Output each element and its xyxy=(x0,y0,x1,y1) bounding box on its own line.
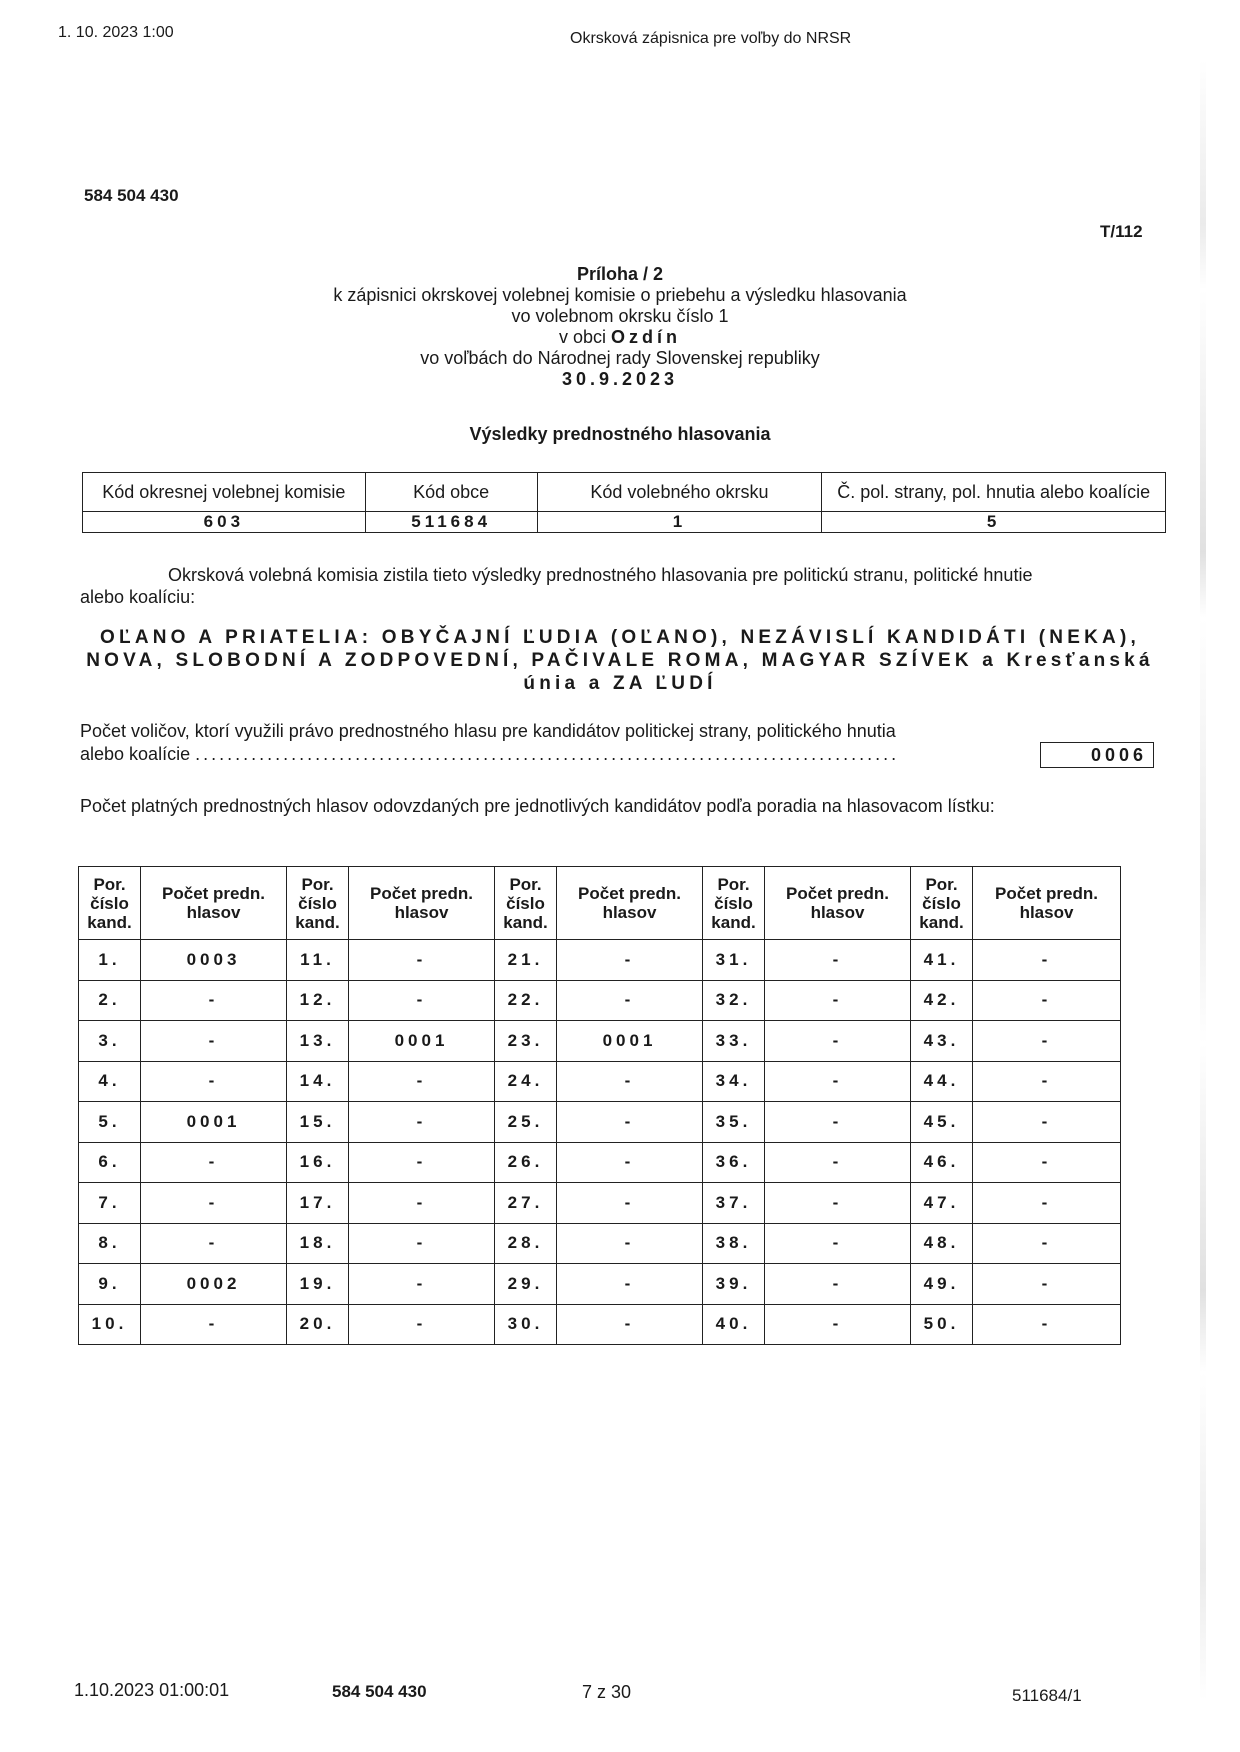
header-text: Por. xyxy=(717,874,750,894)
candidate-number: 15. xyxy=(287,1102,349,1143)
candidate-number: 12. xyxy=(287,980,349,1021)
header-preferential-votes xyxy=(349,867,495,940)
preferential-votes: - xyxy=(765,1223,911,1264)
candidate-number: 8. xyxy=(79,1223,141,1264)
preferential-votes: - xyxy=(349,1223,495,1264)
header-text: číslo xyxy=(90,893,129,913)
preferential-votes: - xyxy=(973,940,1121,981)
table-row xyxy=(79,1183,1121,1224)
candidate-number: 24. xyxy=(495,1061,557,1102)
preferential-votes: - xyxy=(973,1021,1121,1062)
preferential-votes: - xyxy=(973,1183,1121,1224)
candidate-number: 50. xyxy=(911,1304,973,1345)
table-row xyxy=(79,1142,1121,1183)
candidate-number: 6. xyxy=(79,1142,141,1183)
candidate-number: 9. xyxy=(79,1264,141,1305)
dot-leader: ........................................................................................ xyxy=(195,744,900,764)
header-text: Por. xyxy=(93,874,126,894)
candidate-number: 35. xyxy=(703,1102,765,1143)
table-row xyxy=(79,1102,1121,1143)
header-text: Por. xyxy=(925,874,958,894)
candidate-number: 13. xyxy=(287,1021,349,1062)
print-datetime: 1. 10. 2023 1:00 xyxy=(58,24,174,41)
preferential-votes: - xyxy=(557,1061,703,1102)
candidate-number: 37. xyxy=(703,1183,765,1224)
preferential-votes: - xyxy=(141,1223,287,1264)
candidate-number: 7. xyxy=(79,1183,141,1224)
table-row xyxy=(79,980,1121,1021)
results-table xyxy=(78,866,1121,1345)
preferential-votes: - xyxy=(349,1102,495,1143)
preferential-votes: - xyxy=(141,1304,287,1345)
header-text: Počet predn. xyxy=(370,884,473,903)
candidate-number: 41. xyxy=(911,940,973,981)
codes-header-precinct: Kód volebného okrsku xyxy=(537,473,822,512)
footer-page-number: 7 z 30 xyxy=(582,1682,632,1702)
header-candidate-number xyxy=(911,867,973,940)
candidate-number: 30. xyxy=(495,1304,557,1345)
candidate-number: 33. xyxy=(703,1021,765,1062)
title-line: vo volebnom okrsku číslo 1 xyxy=(511,306,729,326)
candidate-number: 34. xyxy=(703,1061,765,1102)
candidate-number: 2. xyxy=(79,980,141,1021)
header-text: Por. xyxy=(301,874,334,894)
preferential-votes: 0001 xyxy=(557,1021,703,1062)
preferential-votes: 0001 xyxy=(141,1102,287,1143)
preferential-votes: - xyxy=(765,1102,911,1143)
header-text: kand. xyxy=(711,912,756,932)
candidate-number: 29. xyxy=(495,1264,557,1305)
document-header-title: Okrsková zápisnica pre voľby do NRSR xyxy=(570,30,852,47)
title-line: vo voľbách do Národnej rady Slovenskej republiky xyxy=(420,348,820,368)
preferential-votes: - xyxy=(141,1142,287,1183)
preferential-votes: - xyxy=(349,1142,495,1183)
candidate-number: 38. xyxy=(703,1223,765,1264)
preferential-votes: - xyxy=(557,940,703,981)
candidate-number: 11. xyxy=(287,940,349,981)
codes-value-party-number: 5 xyxy=(822,512,1166,533)
section-title: Výsledky prednostného hlasovania xyxy=(469,424,771,444)
candidate-number: 43. xyxy=(911,1021,973,1062)
results-body xyxy=(79,940,1121,1345)
preferential-votes: 0003 xyxy=(141,940,287,981)
candidate-number: 47. xyxy=(911,1183,973,1224)
table-row xyxy=(79,1061,1121,1102)
candidate-number: 27. xyxy=(495,1183,557,1224)
preferential-votes: - xyxy=(557,1142,703,1183)
candidate-number: 49. xyxy=(911,1264,973,1305)
candidate-number: 17. xyxy=(287,1183,349,1224)
candidate-number: 21. xyxy=(495,940,557,981)
candidate-number: 39. xyxy=(703,1264,765,1305)
header-text: hlasov xyxy=(1019,903,1074,922)
header-text: hlasov xyxy=(186,903,241,922)
preferential-votes: - xyxy=(557,1223,703,1264)
preferential-votes: - xyxy=(765,1264,911,1305)
preferential-votes: - xyxy=(557,980,703,1021)
voters-line: alebo koalície ........................................................................................ xyxy=(80,744,900,764)
header-text: Počet predn. xyxy=(162,884,265,903)
title-municipality xyxy=(300,327,940,348)
header-text: hlasov xyxy=(394,903,449,922)
scan-edge-artifact xyxy=(1200,60,1206,1700)
form-code: T/112 xyxy=(1100,222,1143,241)
header-preferential-votes xyxy=(973,867,1121,940)
candidate-number: 32. xyxy=(703,980,765,1021)
candidate-number: 18. xyxy=(287,1223,349,1264)
preferential-votes: - xyxy=(973,1102,1121,1143)
codes-value-district: 603 xyxy=(83,512,366,533)
voters-count-box: 0006 xyxy=(1040,742,1154,768)
preferential-votes: - xyxy=(765,1304,911,1345)
document-number: 584 504 430 xyxy=(84,186,179,205)
candidate-number: 45. xyxy=(911,1102,973,1143)
candidate-number: 5. xyxy=(79,1102,141,1143)
candidate-number: 42. xyxy=(911,980,973,1021)
footer-document-number: 584 504 430 xyxy=(332,1682,427,1701)
title-block xyxy=(300,264,940,390)
voters-question xyxy=(80,720,1000,766)
preferential-votes: - xyxy=(973,1223,1121,1264)
preferential-votes: - xyxy=(973,1304,1121,1345)
preferential-votes: - xyxy=(141,1183,287,1224)
candidate-number: 48. xyxy=(911,1223,973,1264)
preferential-votes: - xyxy=(349,940,495,981)
preferential-votes: - xyxy=(141,1061,287,1102)
preferential-votes: - xyxy=(765,940,911,981)
header-text: kand. xyxy=(87,912,132,932)
table-row xyxy=(79,1021,1121,1062)
preferential-votes: - xyxy=(349,1183,495,1224)
header-candidate-number xyxy=(495,867,557,940)
header-candidate-number xyxy=(287,867,349,940)
title-annex: Príloha / 2 xyxy=(576,264,664,284)
header-preferential-votes xyxy=(765,867,911,940)
candidate-number: 1. xyxy=(79,940,141,981)
candidate-number: 40. xyxy=(703,1304,765,1345)
election-date: 30.9.2023 xyxy=(561,369,679,389)
table-row xyxy=(79,1264,1121,1305)
candidate-number: 44. xyxy=(911,1061,973,1102)
header-text: Počet predn. xyxy=(578,884,681,903)
preferential-votes: - xyxy=(765,1061,911,1102)
results-intro: Počet platných prednostných hlasov odovzdaných pre jednotlivých kandidátov podľa poradia na hlasovacom lístku: xyxy=(80,796,995,816)
header-text: Por. xyxy=(509,874,542,894)
candidate-number: 23. xyxy=(495,1021,557,1062)
preferential-votes: - xyxy=(349,1061,495,1102)
codes-header-district: Kód okresnej volebnej komisie xyxy=(83,473,366,512)
party-name xyxy=(40,626,1200,695)
footer-code: 511684/1 xyxy=(1012,1686,1082,1705)
candidate-number: 31. xyxy=(703,940,765,981)
preferential-votes: - xyxy=(973,1061,1121,1102)
candidate-number: 14. xyxy=(287,1061,349,1102)
table-row xyxy=(79,940,1121,981)
preferential-votes: - xyxy=(557,1183,703,1224)
party-line: NOVA, SLOBODNÍ A ZODPOVEDNÍ, PAČIVALE ROMA, MAGYAR SZÍVEK a Kresťanská xyxy=(86,650,1154,671)
preferential-votes: - xyxy=(141,980,287,1021)
header-preferential-votes xyxy=(141,867,287,940)
codes-header-municipality: Kód obce xyxy=(365,473,537,512)
preferential-votes: - xyxy=(349,980,495,1021)
header-text: číslo xyxy=(922,893,961,913)
candidate-number: 22. xyxy=(495,980,557,1021)
municipality-prefix: v obci xyxy=(558,327,612,347)
header-preferential-votes xyxy=(557,867,703,940)
preferential-votes: - xyxy=(557,1102,703,1143)
preferential-votes: - xyxy=(765,1142,911,1183)
header-text: Počet predn. xyxy=(786,884,889,903)
table-row xyxy=(79,1304,1121,1345)
codes-value-precinct: 1 xyxy=(537,512,822,533)
header-text: hlasov xyxy=(810,903,865,922)
header-text: kand. xyxy=(295,912,340,932)
header-text: kand. xyxy=(503,912,548,932)
candidate-number: 4. xyxy=(79,1061,141,1102)
footer-datetime: 1.10.2023 01:00:01 xyxy=(74,1680,230,1700)
preferential-votes: - xyxy=(141,1021,287,1062)
header-text: hlasov xyxy=(602,903,657,922)
header-candidate-number xyxy=(703,867,765,940)
preferential-votes: - xyxy=(973,1142,1121,1183)
intro-text xyxy=(80,564,1180,608)
municipality-name: Ozdín xyxy=(611,327,682,347)
header-text: číslo xyxy=(506,893,545,913)
preferential-votes: 0001 xyxy=(349,1021,495,1062)
codes-header-party-number: Č. pol. strany, pol. hnutia alebo koalície xyxy=(822,473,1166,512)
preferential-votes: - xyxy=(765,1183,911,1224)
preferential-votes: - xyxy=(557,1264,703,1305)
intro-line: alebo koalíciu: xyxy=(80,587,196,607)
header-candidate-number xyxy=(79,867,141,940)
party-line: OĽANO A PRIATELIA: OBYČAJNÍ ĽUDIA (OĽANO), NEZÁVISLÍ KANDIDÁTI (NEKA), xyxy=(100,627,1140,648)
candidate-number: 25. xyxy=(495,1102,557,1143)
table-row xyxy=(79,1223,1121,1264)
candidate-number: 20. xyxy=(287,1304,349,1345)
header-text: kand. xyxy=(919,912,964,932)
codes-value-municipality: 511684 xyxy=(365,512,537,533)
results-header-row xyxy=(79,867,1121,940)
title-line: k zápisnici okrskovej volebnej komisie o priebehu a výsledku hlasovania xyxy=(333,285,907,305)
header-text: číslo xyxy=(714,893,753,913)
intro-line: Okrsková volebná komisia zistila tieto výsledky prednostného hlasovania pre politickú stranu, politické hnutie xyxy=(168,565,1033,585)
candidate-number: 10. xyxy=(79,1304,141,1345)
preferential-votes: - xyxy=(973,1264,1121,1305)
candidate-number: 36. xyxy=(703,1142,765,1183)
candidate-number: 28. xyxy=(495,1223,557,1264)
party-line: únia a ZA ĽUDÍ xyxy=(523,673,717,694)
preferential-votes: - xyxy=(557,1304,703,1345)
header-text: Počet predn. xyxy=(995,884,1098,903)
candidate-number: 16. xyxy=(287,1142,349,1183)
preferential-votes: - xyxy=(973,980,1121,1021)
preferential-votes: 0002 xyxy=(141,1264,287,1305)
candidate-number: 3. xyxy=(79,1021,141,1062)
header-text: číslo xyxy=(298,893,337,913)
preferential-votes: - xyxy=(765,980,911,1021)
preferential-votes: - xyxy=(349,1304,495,1345)
candidate-number: 19. xyxy=(287,1264,349,1305)
preferential-votes: - xyxy=(349,1264,495,1305)
candidate-number: 46. xyxy=(911,1142,973,1183)
voters-line: Počet voličov, ktorí využili právo prednostného hlasu pre kandidátov politickej strany, politického hnutia xyxy=(80,721,896,741)
codes-table xyxy=(82,472,1166,533)
preferential-votes: - xyxy=(765,1021,911,1062)
candidate-number: 26. xyxy=(495,1142,557,1183)
